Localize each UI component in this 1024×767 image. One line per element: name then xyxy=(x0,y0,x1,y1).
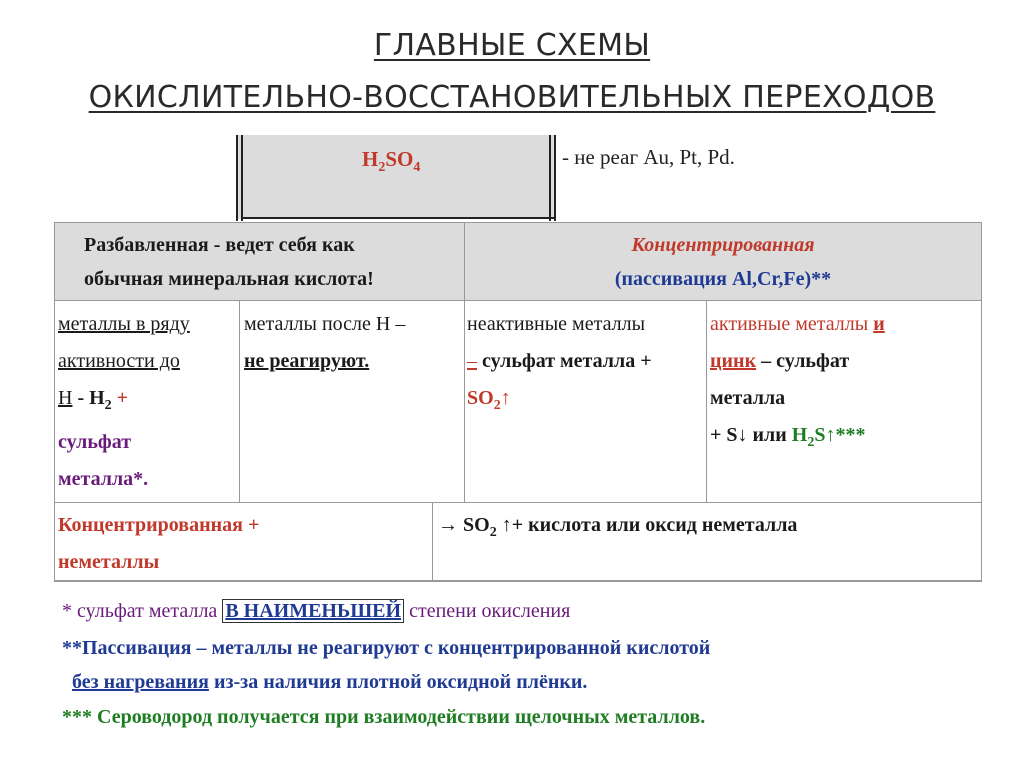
grid-row2-bottom xyxy=(54,502,982,503)
cell-active-metals xyxy=(710,306,980,461)
acid-box-right-border xyxy=(554,135,556,221)
grid-col1-divider xyxy=(239,300,240,502)
acid-box-right-border-inner xyxy=(549,135,551,221)
header-concentrated-line-2: (пассивация Al,Cr,Fe)** xyxy=(614,268,832,290)
acid-formula: $H_2SO_4$ xyxy=(362,147,421,176)
grid-col3-divider xyxy=(706,300,707,502)
cell-nonmetal-products: → $SO_2$ ↑+ кислота или оксид неметалла xyxy=(438,514,798,540)
header-dilute-line-1: Разбавленная - ведет себя как xyxy=(84,234,355,256)
reaction-table xyxy=(54,222,982,582)
c4-line-3: металла xyxy=(710,387,786,409)
page-title-line-1: ГЛАВНЫЕ СХЕМЫ xyxy=(373,28,651,63)
acid-box-left-border xyxy=(236,135,238,221)
cell-after-h xyxy=(244,306,462,380)
row3-left-line-2: неметаллы xyxy=(58,551,160,573)
grid-top xyxy=(54,222,982,223)
c2-line-1: металлы после Н – xyxy=(244,313,406,335)
c3-line-3: $SO_2↑$ xyxy=(467,387,511,413)
grid-left xyxy=(54,222,55,582)
cell-concentrated-nonmetals xyxy=(58,507,428,581)
footnote-2: **Пассивация – металлы не реагируют с концентрированной кислотой xyxy=(62,637,711,659)
grid-right xyxy=(981,222,982,582)
footnote-3: без нагревания из-за наличия плотной оксидной плёнки. xyxy=(72,671,588,693)
header-concentrated xyxy=(466,228,980,296)
header-dilute xyxy=(84,228,454,296)
grid-header-bottom xyxy=(54,300,982,301)
c4-line-1: активные металлы и xyxy=(710,313,885,335)
acid-nonreactive-note: - не реаг Au, Pt, Pd. xyxy=(562,145,735,169)
c2-line-2: не реагируют. xyxy=(244,350,370,372)
c1-line-4: сульфат xyxy=(58,431,132,453)
cell-inactive-metals xyxy=(467,306,705,424)
header-concentrated-line-1: Концентрированная xyxy=(631,234,815,256)
footnote-1: * сульфат металла В НАИМЕНЬШЕЙ степени окисления xyxy=(62,600,571,622)
c1-line-5: металла*. xyxy=(58,468,149,490)
c1-line-3: Н - $Н_2$ + xyxy=(58,387,129,413)
c3-line-1: неактивные металлы xyxy=(467,313,646,335)
footnote-4: *** Сероводород получается при взаимодействии щелочных металлов. xyxy=(62,706,706,728)
acid-box-bottom-border xyxy=(242,217,554,219)
page-title-line-2: ОКИСЛИТЕЛЬНО-ВОССТАНОВИТЕЛЬНЫХ ПЕРЕХОДОВ xyxy=(88,80,936,115)
row3-left-line-1: Концентрированная + xyxy=(58,514,260,536)
header-dilute-line-2: обычная минеральная кислота! xyxy=(84,268,374,290)
c1-line-1: металлы в ряду xyxy=(58,313,190,335)
c3-line-2: – сульфат металла + xyxy=(467,350,652,372)
cell-active-before-h xyxy=(58,306,238,498)
grid-row3-divider xyxy=(432,502,433,582)
c1-line-2: активности до xyxy=(58,350,180,372)
grid-header-divider xyxy=(464,222,465,502)
acid-box-left-border-inner xyxy=(241,135,243,221)
c4-line-2: цинк – сульфат xyxy=(710,350,850,372)
c4-line-4: + S↓ или $H_2S↑***$ xyxy=(710,424,866,450)
